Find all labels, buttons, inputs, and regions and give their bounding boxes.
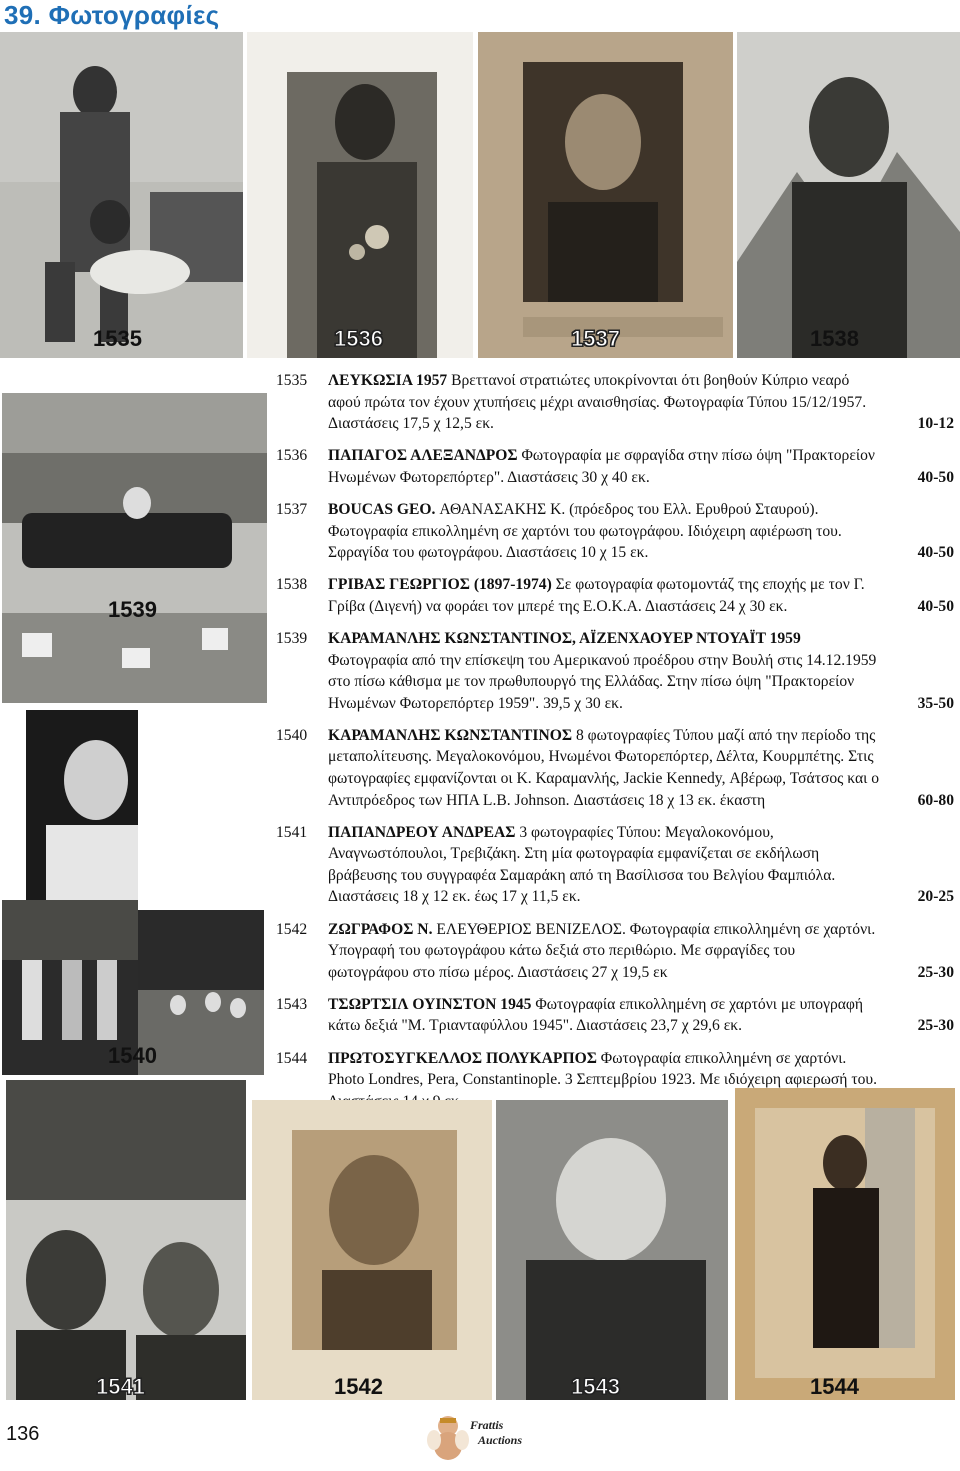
lot-entry <box>276 370 954 435</box>
lot-estimate: 40-50 <box>917 468 954 486</box>
lot-description-line <box>328 725 954 747</box>
photo-label-1543: 1543 <box>571 1374 620 1399</box>
lot-entry <box>276 628 954 714</box>
lot-number: 1544 <box>276 1049 308 1067</box>
lot-title: ΚΑΡΑΜΑΝΛΗΣ ΚΩΝΣΤΑΝΤΙΝΟΣ <box>328 726 573 744</box>
lot-description-text: 8 φωτογραφίες Τύπου μαζί από την περίοδο της <box>572 726 876 744</box>
photo-1540-portrait <box>26 710 138 900</box>
lot-description-line <box>328 574 954 596</box>
lot-description-line <box>328 499 954 521</box>
cherub-icon <box>426 1410 470 1466</box>
photo-label-1541: 1541 <box>96 1374 145 1399</box>
lot-description-text: Φωτογραφία επικολλημένη σε χαρτόνι του φωτογράφου. Ιδιόχειρη αφιέρωση του. <box>328 522 842 540</box>
photo-1544 <box>735 1088 955 1400</box>
lot-description-text: Διαστάσεις 17,5 χ 12,5 εκ. <box>328 415 494 433</box>
lot-estimate: 40-50 <box>917 544 954 562</box>
photo-1538 <box>737 32 960 358</box>
lot-estimate: 20-25 <box>917 888 954 906</box>
lot-number: 1543 <box>276 995 308 1013</box>
lot-description-line <box>328 370 954 392</box>
lot-description-text: Φωτογραφία με σφραγίδα στην πίσω όψη "Πρακτορείον <box>517 447 875 465</box>
lot-number: 1536 <box>276 447 308 465</box>
lot-description-line <box>328 671 954 693</box>
lot-description-text: φωτογραφίες εμφανίζονται οι Κ. Καραμανλής, Jackie Kennedy, Αβέρωφ, Τσάτσος και ο <box>328 770 880 787</box>
lot-entry <box>276 822 954 908</box>
lot-estimate: 60-80 <box>917 791 954 809</box>
photo-label-1538: 1538 <box>810 326 859 351</box>
lot-description-text: Ηνωμένων Φωτορεπόρτερ". Διαστάσεις 30 χ 40 εκ. <box>328 468 650 486</box>
photo-label-1540: 1540 <box>108 1043 157 1068</box>
lot-entry <box>276 994 954 1037</box>
lot-entry <box>276 919 954 984</box>
logo-line2: Auctions <box>478 1433 523 1447</box>
photo-1539 <box>2 393 267 703</box>
logo-line1: Frattis <box>470 1418 504 1432</box>
photo-label-1542: 1542 <box>334 1374 383 1399</box>
photo-label-1544: 1544 <box>810 1374 859 1399</box>
lot-description-line <box>328 940 954 962</box>
lot-title: ΚΑΡΑΜΑΝΛΗΣ ΚΩΝΣΤΑΝΤΙΝΟΣ, ΑΪΖΕΝΧΑΟΥΕΡ ΝΤΟΥΑΪΤ 1959 <box>328 629 801 647</box>
lot-description-text: Υπογραφή του φωτογράφου κάτω δεξιά στο περιθώριο. Με σφραγίδες του <box>328 942 796 960</box>
lot-description-line <box>328 822 954 844</box>
lot-description-text: 3 φωτογραφίες Τύπου: Μεγαλοκονόμου, <box>515 823 774 841</box>
lot-description-text: ΕΛΕΥΘΕΡΙΟΣ ΒΕΝΙΖΕΛΟΣ. Φωτογραφία επικολλημένη σε χαρτόνι. <box>432 920 876 938</box>
photo-label-1539: 1539 <box>108 597 157 622</box>
lot-description-line <box>328 746 954 768</box>
page-number: 136 <box>6 1423 40 1445</box>
auction-logo <box>426 1410 536 1466</box>
lot-description-line <box>328 521 954 543</box>
lot-description-line <box>328 865 954 887</box>
lot-description-text: Γρίβα (Διγενή) να φοράει τον μπερέ της Ε.Ο.Κ.Α. Διαστάσεις 24 χ 30 εκ. <box>328 597 788 615</box>
lot-title: ΠΑΠΑΝΔΡΕΟΥ ΑΝΔΡΕΑΣ <box>328 823 516 841</box>
lot-title: ΠΡΩΤΟΣΥΓΚΕΛΛΟΣ ΠΟΛΥΚΑΡΠΟΣ <box>328 1049 597 1067</box>
lot-estimate: 25-30 <box>917 1017 954 1035</box>
lot-description-text: Φωτογραφία επικολλημένη σε χαρτόνι με υπογραφή <box>531 995 864 1013</box>
lot-number: 1539 <box>276 629 308 647</box>
lot-estimate: 35-50 <box>917 694 954 712</box>
lot-description-text: κάτω δεξιά "Μ. Τριανταφύλλου 1945". Διαστάσεις 23,7 χ 29,6 εκ. <box>328 1017 743 1035</box>
lot-description-line <box>328 596 954 618</box>
lot-description-line <box>328 467 954 489</box>
lot-description-text: Αναγνωστόπουλοι, Τρεβιζάκη. Στη μία φωτογραφία εμφανίζεται σε εκδήλωση <box>328 845 820 863</box>
photo-label-1536: 1536 <box>334 326 383 351</box>
lot-description-line <box>328 392 954 414</box>
lot-description-text: Σε φωτογραφία φωτομοντάζ της εποχής με τον Γ. <box>551 576 865 594</box>
lot-title: ΛΕΥΚΩΣΙΑ 1957 <box>328 372 448 389</box>
lot-description-line <box>328 962 954 984</box>
lot-entry <box>276 725 954 811</box>
lot-estimate: 40-50 <box>917 597 954 615</box>
lot-title: ΤΣΩΡΤΣΙΛ ΟΥΙΝΣΤΟΝ 1945 <box>328 995 532 1013</box>
lot-description-text: Φωτογραφία από την επίσκεψη του Αμερικανού προέδρου στην Βουλή στις 14.12.1959 <box>328 651 877 669</box>
lot-number: 1540 <box>276 726 308 744</box>
lot-number: 1542 <box>276 920 308 938</box>
photo-1541 <box>6 1080 246 1400</box>
lot-description-text: Σφραγίδα του φωτογράφου. Διαστάσεις 10 χ 15 εκ. <box>328 544 649 562</box>
lot-description-text: βράβευσης του συγγραφέα Σαμαράκη από τη Βασίλισσα του Βελγίου Φαμπιόλα. <box>328 866 836 884</box>
lot-title: ΠΑΠΑΓΟΣ ΑΛΕΞΑΝΔΡΟΣ <box>328 447 518 465</box>
lot-description-line <box>328 886 954 908</box>
lot-number: 1537 <box>276 500 308 518</box>
lot-description-text: Αντιπρόεδρος των ΗΠΑ L.B. Johnson. Διαστάσεις 18 χ 13 εκ. έκαστη <box>328 791 766 809</box>
lot-description-text: Βρεττανοί στρατιώτες υποκρίνονται ότι βοηθούν Κύπριο νεαρό <box>447 372 850 389</box>
photo-label-1537: 1537 <box>571 326 620 351</box>
lot-description-line <box>328 628 954 650</box>
lot-description-line <box>328 693 954 715</box>
lot-description-line <box>328 445 954 467</box>
lot-description-line <box>328 919 954 941</box>
lot-title: BOUCAS GEO. <box>328 500 436 518</box>
lot-description-line <box>328 843 954 865</box>
lot-description-text: ΑΘΑΝΑΣΑΚΗΣ Κ. (πρόεδρος του Ελλ. Ερυθρού Σταυρού). <box>435 500 819 518</box>
lot-list <box>276 370 954 1123</box>
lot-entry <box>276 445 954 488</box>
lot-description-text: φωτογράφου στο πίσω μέρος. Διαστάσεις 27 χ 19,5 εκ <box>328 963 668 981</box>
lot-description-line <box>328 994 954 1016</box>
lot-description-line <box>328 1015 954 1037</box>
lot-description-text: Φωτογραφία επικολλημένη σε χαρτόνι. <box>596 1049 847 1067</box>
lot-description-line <box>328 1048 954 1070</box>
lot-number: 1541 <box>276 823 308 841</box>
lot-entry <box>276 499 954 564</box>
photo-1537 <box>478 32 733 358</box>
lot-description-text: μεταπολίτευσης. Μεγαλοκονόμου, Ηνωμένοι Φωτορεπόρτερ, Δέλτα, Κουρμπέτης. Στις <box>328 748 874 766</box>
lot-title: ΖΩΓΡΑΦΟΣ Ν. <box>328 920 433 938</box>
photo-label-1535: 1535 <box>93 326 142 351</box>
lot-description-text: στο πίσω κάθισμα με τον πρωθυπουργό της Ελλάδας. Στην πίσω όψη "Πρακτορείον <box>328 673 855 691</box>
lot-description-line <box>328 790 954 812</box>
lot-description-line <box>328 650 954 672</box>
lot-description-line <box>328 413 954 435</box>
lot-description-text: Photo Londres, Pera, Constantinople. 3 Σεπτεμβρίου 1923. Με ιδιόχειρη αφιερωσή του. <box>328 1071 878 1089</box>
lot-entry <box>276 574 954 617</box>
lot-description-line <box>328 768 954 790</box>
lot-description-text: Ηνωμένων Φωτορεπόρτερ 1959". 39,5 χ 30 εκ. <box>328 694 623 712</box>
lot-description-line <box>328 542 954 564</box>
lot-number: 1535 <box>276 372 308 389</box>
photo-1543 <box>496 1100 728 1400</box>
photo-1542 <box>252 1100 492 1400</box>
lot-number: 1538 <box>276 576 308 594</box>
lot-estimate: 25-30 <box>917 963 954 981</box>
page-title: 39. Φωτογραφίες <box>4 0 220 30</box>
lot-title: ΓΡΙΒΑΣ ΓΕΩΡΓΙΟΣ (1897-1974) <box>328 576 552 594</box>
photo-1535 <box>0 32 243 358</box>
photo-1536 <box>247 32 473 358</box>
lot-description-text: αφού πρώτα τον έχουν χτυπήσεις μέχρι αναισθησίας. Φωτογραφία Τύπου 15/12/1957. <box>328 393 867 411</box>
lot-description-text: Διαστάσεις 18 χ 12 εκ. έως 17 χ 11,5 εκ. <box>328 888 581 906</box>
lot-estimate: 10-12 <box>917 415 954 433</box>
